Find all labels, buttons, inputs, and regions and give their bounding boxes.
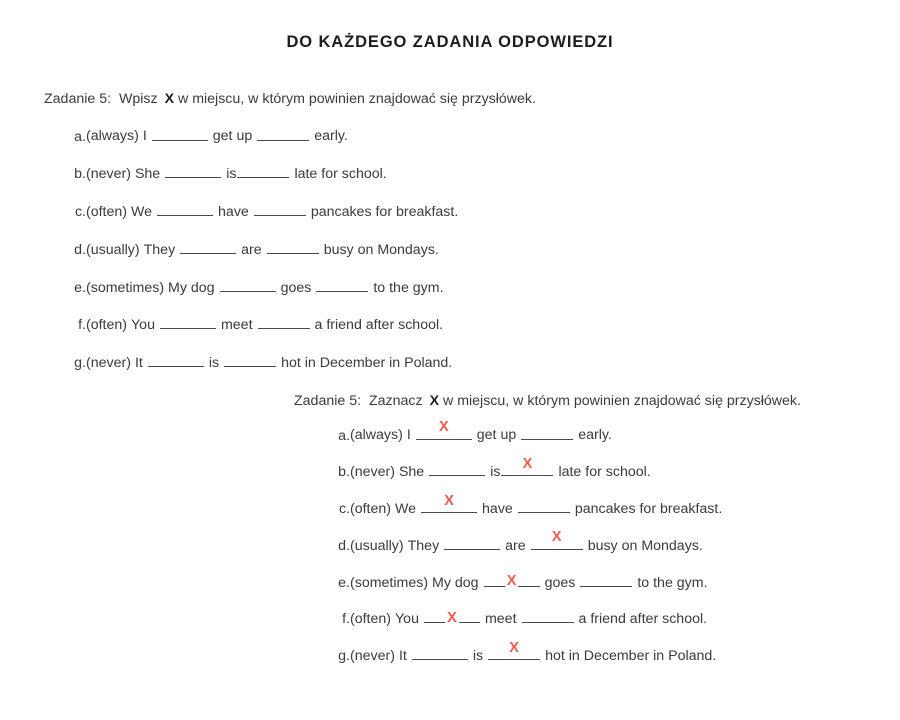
- item-text-part1: I: [406, 427, 411, 444]
- exercise-answers-instruction: [294, 392, 801, 410]
- item-text-part1: It: [398, 648, 407, 665]
- item-sentence: [86, 126, 348, 143]
- page-title: DO KAŻDEGO ZADANIA ODPOWIEDZI: [286, 33, 614, 51]
- item-sentence: [350, 573, 708, 590]
- exercise-blank: [44, 90, 536, 391]
- item-text-part1: You: [131, 317, 155, 334]
- answer-blank-1[interactable]: [416, 419, 472, 439]
- item-marker: b.: [338, 464, 350, 481]
- answer-blank-1[interactable]: [152, 126, 208, 140]
- exercise-answers-item-list: [294, 419, 801, 665]
- item-adverb-hint: (often): [86, 204, 128, 221]
- item-marker: e.: [74, 279, 86, 296]
- item-text-part2: get up: [212, 128, 253, 145]
- answer-blank-2[interactable]: [254, 202, 306, 216]
- item-adverb-hint: (never): [86, 355, 131, 372]
- item-text-part2: have: [218, 204, 249, 221]
- item-sentence: [350, 455, 651, 481]
- item-marker: c.: [74, 204, 86, 221]
- item-adverb-hint: (usually): [350, 537, 404, 554]
- item-text-part2: are: [505, 537, 526, 554]
- item-text-part2: meet: [484, 611, 517, 628]
- item-sentence: [86, 353, 452, 370]
- item-adverb-hint: (always): [350, 427, 403, 444]
- answer-blank-1[interactable]: [429, 462, 485, 476]
- answer-x-mark: X: [551, 529, 562, 546]
- answer-blank-2[interactable]: [224, 353, 276, 367]
- item-text-part2: get up: [476, 427, 517, 444]
- answer-x-mark: X: [522, 455, 533, 472]
- answer-blank-2[interactable]: [258, 315, 310, 329]
- item-text-part1: We: [395, 501, 417, 518]
- item-sentence: [350, 419, 612, 444]
- item-text-part2: is: [226, 166, 237, 183]
- item-adverb-hint: (never): [86, 166, 131, 183]
- exercise-item: [294, 529, 801, 554]
- answer-blank-1[interactable]: [157, 202, 213, 216]
- exercise-blank-item-list: [44, 126, 536, 370]
- item-marker: e.: [338, 574, 350, 591]
- answer-blank-2[interactable]: [521, 425, 573, 439]
- answer-blank-1[interactable]: [165, 164, 221, 178]
- item-text-part2: have: [482, 501, 513, 518]
- answer-blank-1[interactable]: [484, 573, 540, 590]
- item-text-part2: goes: [544, 574, 576, 591]
- item-text-part2: goes: [280, 279, 312, 296]
- exercise-answers: [294, 392, 801, 683]
- item-sentence: [350, 492, 723, 518]
- item-text-part1: You: [395, 611, 419, 628]
- answer-blank-1[interactable]: [421, 492, 477, 513]
- item-sentence: [350, 639, 717, 665]
- instruction-mark-x: X: [164, 91, 175, 107]
- item-marker: d.: [74, 241, 86, 258]
- exercise-blank-instruction: [44, 90, 536, 108]
- item-text-part3: to the gym.: [373, 279, 444, 296]
- answer-x-mark: X: [447, 609, 457, 626]
- answer-blank-1[interactable]: [444, 536, 500, 550]
- item-text-part3: busy on Mondays.: [323, 241, 439, 258]
- item-adverb-hint: (usually): [86, 241, 140, 258]
- answer-blank-1[interactable]: [160, 315, 216, 329]
- item-adverb-hint: (never): [350, 648, 395, 665]
- item-marker: f.: [78, 317, 86, 334]
- answer-blank-1[interactable]: [412, 646, 468, 660]
- item-marker: b.: [74, 166, 86, 183]
- task-label: Zadanie 5:: [44, 91, 112, 107]
- item-sentence: [86, 278, 444, 295]
- exercise-item: [44, 202, 536, 219]
- answer-blank-2[interactable]: [488, 639, 540, 660]
- answer-blank-2[interactable]: [257, 126, 309, 140]
- answer-blank-2[interactable]: [501, 455, 553, 476]
- item-text-part3: busy on Mondays.: [587, 537, 703, 554]
- item-text-part1: My dog: [432, 574, 479, 591]
- item-sentence: [86, 240, 439, 257]
- exercise-item: [294, 639, 801, 665]
- item-sentence: [350, 609, 707, 626]
- item-text-part2: is: [490, 464, 501, 481]
- item-text-part1: She: [398, 464, 425, 481]
- item-sentence: [86, 202, 458, 219]
- answer-x-mark: X: [506, 573, 517, 590]
- item-text-part1: I: [142, 128, 147, 145]
- task-label: Zadanie 5:: [294, 393, 362, 409]
- item-text-part3: hot in December in Poland.: [281, 355, 453, 372]
- item-sentence: [86, 164, 387, 181]
- answer-blank-1[interactable]: [424, 609, 480, 626]
- item-text-part3: late for school.: [558, 464, 651, 481]
- item-marker: f.: [342, 611, 350, 628]
- item-text-part1: We: [131, 204, 153, 221]
- exercise-item: [294, 492, 801, 518]
- item-marker: g.: [74, 355, 86, 372]
- answer-blank-2[interactable]: [518, 499, 570, 513]
- answer-blank-2[interactable]: [237, 164, 289, 178]
- item-text-part1: My dog: [168, 279, 215, 296]
- item-text-part2: meet: [220, 317, 253, 334]
- item-text-part3: a friend after school.: [578, 611, 708, 628]
- item-text-part2: is: [472, 648, 484, 665]
- item-marker: d.: [338, 537, 350, 554]
- item-text-part1: They: [407, 537, 440, 554]
- exercise-item: [44, 164, 536, 181]
- item-text-part1: She: [134, 166, 161, 183]
- instruction-rest: w miejscu, w którym powinien znajdować się przysłówek.: [178, 91, 536, 107]
- answer-blank-2[interactable]: [267, 240, 319, 254]
- item-text-part3: late for school.: [294, 166, 387, 183]
- instruction-rest: w miejscu, w którym powinien znajdować się przysłówek.: [443, 393, 801, 409]
- item-text-part3: a friend after school.: [314, 317, 444, 334]
- item-text-part3: to the gym.: [637, 574, 708, 591]
- exercise-item: [44, 126, 536, 143]
- task-verb: Wpisz: [119, 91, 158, 107]
- exercise-item: [44, 315, 536, 332]
- item-adverb-hint: (sometimes): [86, 279, 165, 296]
- item-adverb-hint: (often): [86, 317, 128, 334]
- answer-blank-1[interactable]: [180, 240, 236, 254]
- answer-blank-2[interactable]: [316, 278, 368, 292]
- item-text-part2: is: [208, 355, 220, 372]
- answer-x-mark: X: [438, 419, 449, 436]
- exercise-item: [294, 609, 801, 626]
- exercise-item: [294, 455, 801, 481]
- item-text-part1: It: [134, 355, 143, 372]
- item-adverb-hint: (often): [350, 501, 392, 518]
- exercise-item: [44, 353, 536, 370]
- item-marker: a.: [338, 427, 350, 444]
- instruction-mark-x: X: [429, 393, 440, 409]
- answer-x-mark: X: [444, 492, 454, 509]
- item-adverb-hint: (always): [86, 128, 139, 145]
- item-text-part2: are: [241, 241, 262, 258]
- item-adverb-hint: (never): [350, 464, 395, 481]
- answer-x-mark: X: [509, 639, 519, 656]
- item-marker: c.: [338, 501, 350, 518]
- item-adverb-hint: (often): [350, 611, 392, 628]
- exercise-item: [294, 419, 801, 444]
- item-text-part3: hot in December in Poland.: [545, 648, 717, 665]
- answer-blank-2[interactable]: [531, 529, 583, 550]
- item-sentence: [350, 529, 703, 554]
- item-adverb-hint: (sometimes): [350, 574, 429, 591]
- exercise-item: [44, 240, 536, 257]
- item-text-part3: early.: [314, 128, 348, 145]
- answer-blank-1[interactable]: [220, 278, 276, 292]
- item-text-part3: pancakes for breakfast.: [574, 501, 723, 518]
- item-text-part3: pancakes for breakfast.: [310, 204, 459, 221]
- item-marker: a.: [74, 128, 86, 145]
- item-sentence: [86, 315, 443, 332]
- item-text-part3: early.: [578, 427, 612, 444]
- item-text-part1: They: [143, 241, 176, 258]
- task-verb: Zaznacz: [369, 393, 423, 409]
- answer-blank-2[interactable]: [522, 609, 574, 623]
- item-marker: g.: [338, 648, 350, 665]
- exercise-item: [294, 573, 801, 590]
- answer-blank-1[interactable]: [148, 353, 204, 367]
- exercise-item: [44, 278, 536, 295]
- answer-blank-2[interactable]: [580, 573, 632, 587]
